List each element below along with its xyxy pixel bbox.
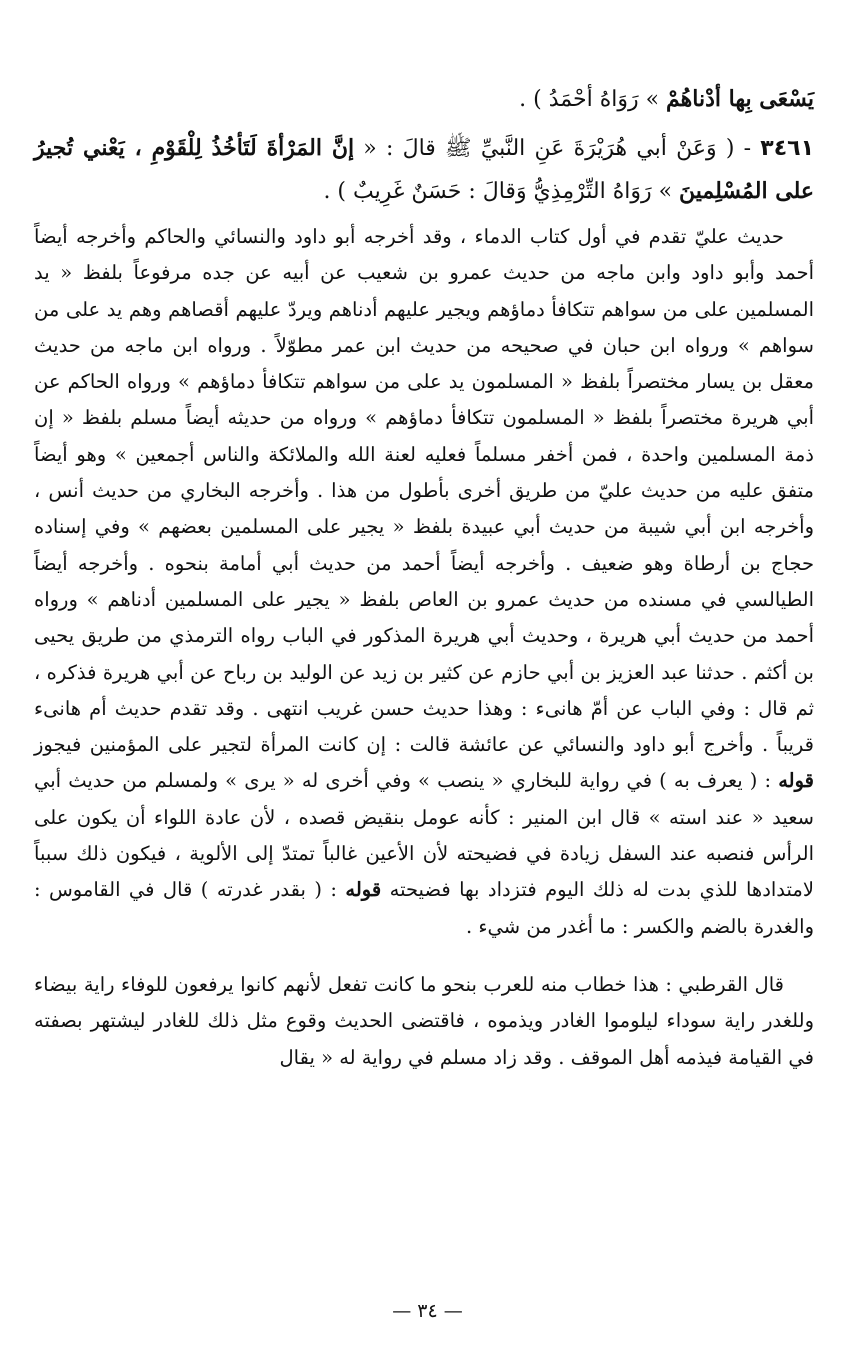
hadith-prev-tail (34, 78, 814, 121)
hadith-prev-source: » رَوَاهُ أحْمَدُ ) . (519, 87, 667, 112)
hadith-source: » رَوَاهُ التِّرْمِذِيُّ وَقالَ : حَسَنٌ غَرِيبٌ ) . (323, 179, 680, 204)
commentary-paragraph: قال القرطبي : هذا خطاب منه للعرب بنحو ما كانت تفعل لأنهم كانوا يرفعون للوفاء راية بيضاء وللغدر راية سوداء ليلوموا الغادر ويذموه ، فاقتضى الحديث وقوع مثل ذلك للغادر ليشتهر بصفته في القيامة فيذمه أهل الموقف . وقد زاد مسلم في رواية له « يقال (34, 972, 814, 1069)
commentary-text: : ( بقدر غدرته ) قال في القاموس : والغدرة بالضم والكسر : ما أغدر من شيء . (34, 878, 814, 938)
commentary-text: : ( يعرف به ) في رواية للبخاري « ينصب » وفي أخرى له « يرى » ولمسلم من حديث أبي سعيد « عند استه » قال ابن المنير : كأنه عومل بنقيض قصده ، لأن عادة اللواء أن يكون على الرأس فنصبه عند السفل زيادة في فضيحته لأن الأعين غالباً تمتدّ إلى الألوية ، فيكون ذلك سبباً لامتدادها للذي بدت له ذلك اليوم فتزداد بها فضيحته (34, 769, 814, 902)
commentary-section-1 (34, 219, 814, 945)
hadith-3461 (34, 127, 814, 213)
hadith-number: ٣٤٦١ (760, 136, 814, 161)
keyword-qawluhu: قوله (778, 769, 814, 793)
paragraph-gap (34, 945, 814, 967)
hadith-prev-matn: يَسْعَى بِها أدْناهُمْ (666, 86, 814, 112)
hadith-intro: - ( وَعَنْ أبي هُرَيْرَةَ عَنِ النَّبيِّ ﷺ قالَ : « (354, 136, 761, 161)
keyword-qawluhu: قوله (345, 878, 382, 902)
hadith-matn: إنَّ المَرْأةَ لَتَأخُذُ لِلْقَوْمِ ، يَعْني تُجيرُ على المُسْلِمينَ (34, 135, 814, 204)
page-number: — ٣٤ — (392, 1300, 463, 1322)
commentary-text: حديث عليّ تقدم في أول كتاب الدماء ، وقد أخرجه أبو داود والنسائي والحاكم وأخرجه أيضاً أحمد وأبو داود وابن ماجه من حديث عمرو بن شعيب عن أبيه عن جده مرفوعاً بلفظ « يد المسلمين على من سواهم تتكافأ دماؤهم ويجير عليهم أدناهم ويردّ عليهم أقصاهم وهم يد على من سواهم » ورواه ابن حبان في صحيحه من حديث ابن عمر مطوّلاً . ورواه ابن ماجه من حديث معقل بن يسار مختصراً بلفظ « المسلمون يد على من سواهم تتكافأ دماؤهم » ورواه الحاكم عن أبي هريرة مختصراً بلفظ « المسلمون تتكافأ دماؤهم » ورواه من حديثه أيضاً مسلم بلفظ « إن ذمة المسلمين واحدة ، فمن أخفر مسلماً فعليه لعنة الله والملائكة والناس أجمعين » وهو أيضاً متفق عليه من حديث عليّ من طريق أخرى بأطول من هذا . وأخرجه البخاري من حديث أنس ، وأخرجه ابن أبي شيبة من حديث أبي عبيدة بلفظ « يجير على المسلمين بعضهم » وفي إسناده حجاج بن أرطاة وهو ضعيف . وأخرجه أيضاً أحمد من حديث أبي أمامة بنحوه . وأخرجه أيضاً الطيالسي في مسنده من حديث عمرو بن العاص بلفظ « يجير على المسلمين أدناهم » ورواه أحمد من حديث أبي هريرة ، وحديث أبي هريرة المذكور في الباب رواه الترمذي من طريق يحيى بن أكثم . حدثنا عبد العزيز بن أبي حازم عن كثير بن زيد عن الوليد بن رباح عن أبي هريرة فذكره ، ثم قال : وفي الباب عن أمّ هانىء : وهذا حديث حسن غريب انتهى . وقد تقدم حديث أم هانىء قريباً . وأخرج أبو داود والنسائي عن عائشة قالت : إن كانت المرأة لتجير على المؤمنين فيجوز (34, 225, 814, 757)
commentary-paragraph (34, 219, 814, 945)
commentary-section-2 (34, 967, 814, 1076)
page-body (34, 78, 814, 1076)
